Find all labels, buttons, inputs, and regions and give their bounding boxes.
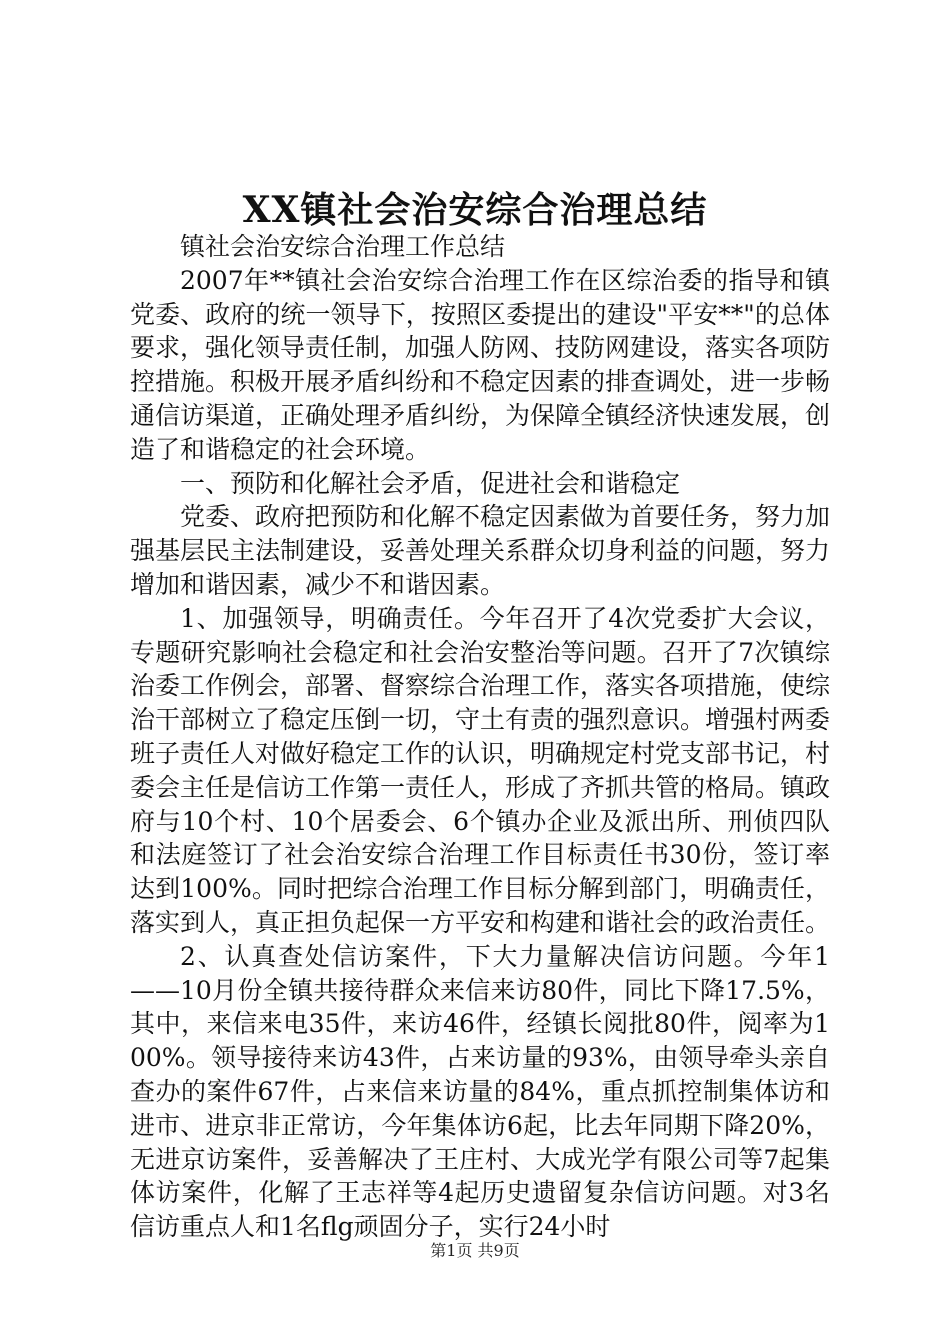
item-1-paragraph: 1、加强领导，明确责任。今年召开了4次党委扩大会议，专题研究影响社会稳定和社会治安整治等问题。召开了7次镇综治委工作例会，部署、督察综合治理工作，落实各项措施，使综治干部树立了稳定压倒一切，守土有责的强烈意识。增强村两委班子责任人对做好稳定工作的认识，明确规定村党支部书记，村委会主任是信访工作第一责任人，形成了齐抓共管的格局。镇政府与10个村、10个居委会、6个镇办企业及派出所、刑侦四队和法庭签订了社会治安综合治理工作目标责任书30份，签订率达到100%。同时把综合治理工作目标分解到部门，明确责任，落实到人，真正担负起保一方平安和构建和谐社会的政治责任。 [130,603,831,937]
section-heading-1: 一、预防和化解社会矛盾，促进社会和谐稳定 [180,468,681,498]
subtitle-paragraph: 镇社会治安综合治理工作总结 [180,232,506,261]
item-2-paragraph: 2、认真查处信访案件，下大力量解决信访问题。今年1——10月份全镇共接待群众来信来访80件，同比下降17.5%，其中，来信来电35件，来访46件，经镇长阅批80件，阅率为100%。领导接待来访43件，占来访量的93%，由领导牵头亲自查办的案件67件，占来信来访量的84%，重点抓控制集体访和进市、进京非正常访，今年集体访6起，比去年同期下降20%，无进京访案件，妥善解决了王庄村、大成光学有限公司等7起集体访案件，化解了王志祥等4起历史遗留复杂信访问题。对3名信访重点人和1名flg顽固分子，实行24小时 [130,941,830,1242]
section-1-paragraph: 党委、政府把预防和化解不稳定因素做为首要任务，努力加强基层民主法制建设，妥善处理关系群众切身利益的问题，努力增加和谐因素，减少不和谐因素。 [130,502,831,599]
document-body [130,230,830,1244]
page-footer: 第1页 共9页 [430,1241,520,1260]
document-title: XX镇社会治安综合治理总结 [242,189,708,231]
intro-paragraph: 2007年**镇社会治安综合治理工作在区综治委的指导和镇党委、政府的统一领导下，按照区委提出的建设"平安**"的总体要求，强化领导责任制，加强人防网、技防网建设，落实各项防控措施。积极开展矛盾纠纷和不稳定因素的排查调处，进一步畅通信访渠道，正确处理矛盾纠纷，为保障全镇经济快速发展，创造了和谐稳定的社会环境。 [130,265,831,464]
